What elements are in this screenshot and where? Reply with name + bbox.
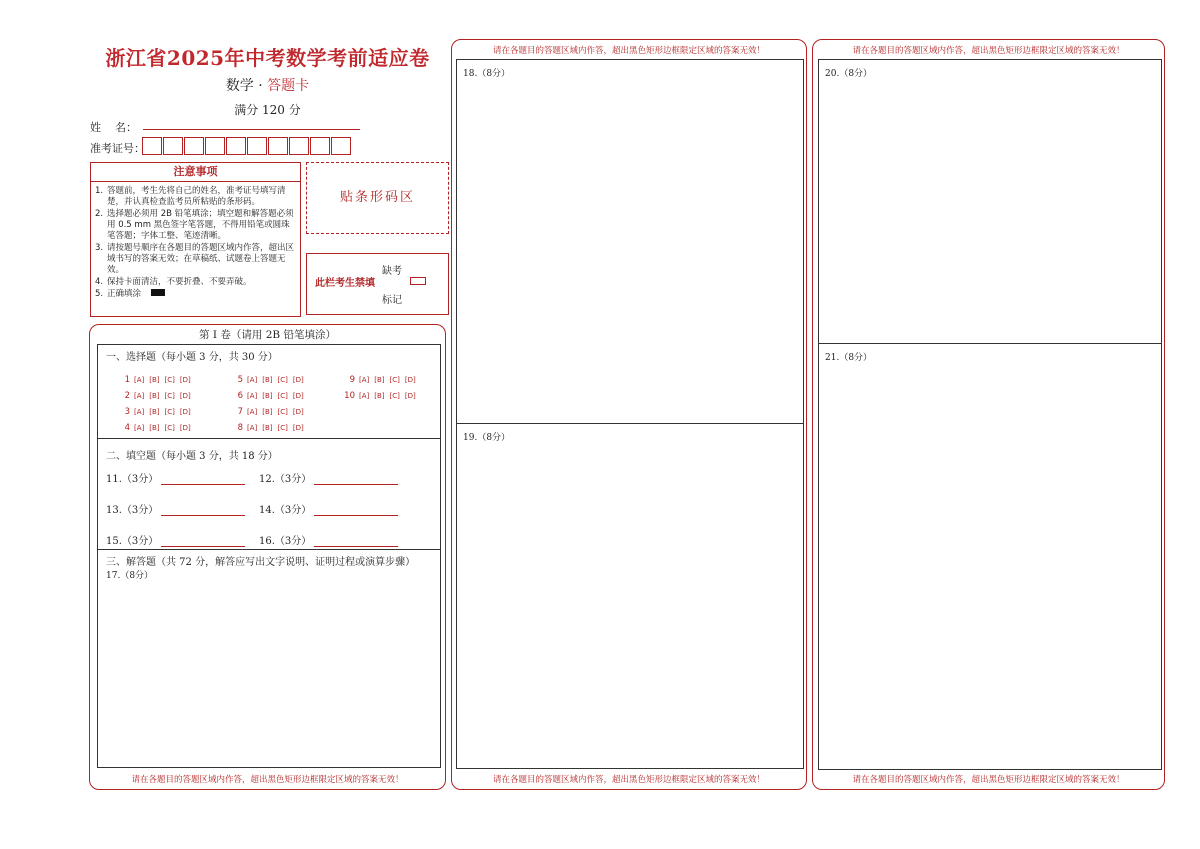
warning-text: 请在各题目的答题区域内作答，超出黑色矩形边框限定区域的答案无效！ — [492, 775, 765, 785]
answer-section[interactable] — [97, 549, 441, 768]
notice-number: 3. — [95, 243, 104, 253]
fill-section — [97, 438, 441, 550]
choice-question-2 — [118, 391, 196, 401]
notice-box — [90, 162, 301, 317]
question-21-area[interactable] — [818, 343, 1162, 770]
option-bubble[interactable]: [C] — [277, 408, 288, 416]
id-digit-box[interactable] — [163, 137, 183, 155]
fill-question-16 — [259, 532, 398, 547]
choice-number: 3 — [124, 407, 130, 417]
option-bubble[interactable]: [A] — [134, 392, 145, 400]
answer-line[interactable] — [314, 536, 398, 547]
option-bubble[interactable]: [A] — [134, 408, 145, 416]
notice-item — [95, 186, 296, 208]
notice-text: 选择题必须用 2B 铅笔填涂；填空题和解答题必须用 0.5 mm 黑色签字笔答题，不得用铅笔或圆珠笔答题；字体工整、笔迹清晰。 — [107, 209, 294, 241]
filled-example-mark — [151, 289, 165, 296]
absent-mark-bottom: 标记 — [382, 295, 402, 306]
option-bubble[interactable]: [A] — [134, 376, 145, 384]
option-bubble[interactable]: [A] — [247, 392, 258, 400]
option-bubble[interactable]: [A] — [247, 408, 258, 416]
id-digit-box[interactable] — [310, 137, 330, 155]
option-bubble[interactable]: [A] — [359, 392, 370, 400]
choice-number: 5 — [237, 375, 243, 385]
option-bubble[interactable]: [B] — [149, 392, 160, 400]
id-digit-box[interactable] — [226, 137, 246, 155]
subject-label: 数学 — [225, 78, 254, 94]
option-bubble[interactable]: [B] — [149, 376, 160, 384]
option-bubble[interactable]: [B] — [149, 424, 160, 432]
option-bubble[interactable]: [A] — [134, 424, 145, 432]
notice-item — [95, 209, 296, 242]
id-digit-box[interactable] — [289, 137, 309, 155]
card-label: 答题卡 — [267, 78, 310, 94]
option-bubble[interactable]: [A] — [359, 376, 370, 384]
answer-title: 三、解答题（共 72 分，解答应写出文字说明、证明过程或演算步骤） — [106, 557, 416, 568]
id-digit-box[interactable] — [331, 137, 351, 155]
notice-number: 2. — [95, 209, 104, 219]
choice-question-9 — [343, 375, 421, 385]
notice-text: 保持卡面清洁，不要折叠、不要弄破。 — [107, 277, 252, 287]
choice-number: 8 — [237, 423, 243, 433]
option-bubble[interactable]: [D] — [404, 392, 416, 400]
warning-text: 请在各题目的答题区域内作答，超出黑色矩形边框限定区域的答案无效！ — [852, 775, 1125, 785]
fill-question-12 — [259, 470, 398, 485]
absent-mark-box[interactable] — [410, 277, 426, 285]
absent-box — [306, 253, 449, 315]
id-digit-box[interactable] — [184, 137, 204, 155]
answer-line[interactable] — [161, 474, 245, 485]
id-number-boxes[interactable] — [142, 137, 352, 155]
notice-number: 5. — [95, 289, 104, 299]
full-score: 满分 120 分 — [234, 103, 301, 117]
fill-question-label: 13.（3分） — [106, 505, 159, 516]
choice-number: 1 — [124, 375, 130, 385]
choice-title: 一、选择题（每小题 3 分，共 30 分） — [106, 352, 278, 363]
warning-text: 请在各题目的答题区域内作答，超出黑色矩形边框限定区域的答案无效！ — [492, 46, 765, 56]
id-digit-box[interactable] — [268, 137, 288, 155]
part1-title: 第 I 卷（请用 2B 铅笔填涂） — [199, 329, 336, 341]
option-bubble[interactable]: [C] — [164, 408, 175, 416]
answer-line[interactable] — [314, 474, 398, 485]
option-bubble[interactable]: [B] — [262, 392, 273, 400]
option-bubble[interactable]: [C] — [164, 424, 175, 432]
choice-question-6 — [231, 391, 309, 401]
absent-mark-top: 缺考 — [382, 266, 402, 277]
option-bubble[interactable]: [D] — [179, 424, 191, 432]
question-21-label: 21.（8分） — [825, 353, 873, 363]
notice-number: 1. — [95, 186, 104, 196]
warning-text: 请在各题目的答题区域内作答，超出黑色矩形边框限定区域的答案无效！ — [852, 46, 1125, 56]
option-bubble[interactable]: [B] — [374, 376, 385, 384]
fill-question-label: 16.（3分） — [259, 536, 312, 547]
absent-label: 此栏考生禁填 — [315, 278, 375, 289]
choice-question-1 — [118, 375, 196, 385]
notice-item — [95, 277, 296, 288]
id-digit-box[interactable] — [205, 137, 225, 155]
right-panel — [812, 39, 1165, 790]
notice-number: 4. — [95, 277, 104, 287]
fill-question-14 — [259, 501, 398, 516]
option-bubble[interactable]: [B] — [262, 408, 273, 416]
question-18-area[interactable] — [456, 59, 804, 424]
option-bubble[interactable]: [D] — [292, 376, 304, 384]
option-bubble[interactable]: [B] — [262, 376, 273, 384]
option-bubble[interactable]: [B] — [374, 392, 385, 400]
warning-text: 请在各题目的答题区域内作答，超出黑色矩形边框限定区域的答案无效！ — [131, 775, 404, 785]
notice-item — [95, 243, 296, 276]
option-bubble[interactable]: [D] — [404, 376, 416, 384]
notice-text: 答题前，考生先将自己的姓名，准考证号填写清楚，并认真检查监考员所粘贴的条形码。 — [107, 186, 286, 207]
option-bubble[interactable]: [A] — [247, 376, 258, 384]
option-bubble[interactable]: [C] — [389, 392, 400, 400]
choice-question-5 — [231, 375, 309, 385]
option-bubble[interactable]: [C] — [164, 392, 175, 400]
answer-line[interactable] — [161, 536, 245, 547]
id-digit-box[interactable] — [247, 137, 267, 155]
fill-question-13 — [106, 501, 245, 516]
answer-line[interactable] — [314, 505, 398, 516]
fill-question-label: 14.（3分） — [259, 505, 312, 516]
fill-question-15 — [106, 532, 245, 547]
choice-question-8 — [231, 423, 309, 433]
choice-section — [97, 344, 441, 439]
barcode-area: 贴条形码区 — [306, 162, 449, 234]
fill-question-label: 11.（3分） — [106, 474, 159, 485]
option-bubble[interactable]: [D] — [179, 392, 191, 400]
option-bubble[interactable]: [D] — [292, 408, 304, 416]
id-digit-box[interactable] — [142, 137, 162, 155]
choice-number: 6 — [237, 391, 243, 401]
part1-panel — [89, 324, 446, 790]
option-bubble[interactable]: [C] — [277, 376, 288, 384]
choice-number: 2 — [124, 391, 130, 401]
fill-question-11 — [106, 470, 245, 485]
notice-text: 请按题号顺序在各题目的答题区域内作答，超出区域书写的答案无效；在草稿纸、试题卷上答题无效。 — [107, 243, 295, 275]
choice-question-4 — [118, 423, 196, 433]
question-19-area[interactable] — [456, 423, 804, 769]
option-bubble[interactable]: [D] — [179, 376, 191, 384]
option-bubble[interactable]: [A] — [247, 424, 258, 432]
option-bubble[interactable]: [C] — [164, 376, 175, 384]
fill-title: 二、填空题（每小题 3 分，共 18 分） — [106, 451, 278, 462]
name-field[interactable] — [143, 129, 360, 130]
choice-question-10 — [343, 391, 421, 401]
answer-line[interactable] — [161, 505, 245, 516]
notice-text: 正确填涂 — [107, 289, 142, 299]
option-bubble[interactable]: [D] — [292, 424, 304, 432]
subtitle — [85, 75, 450, 95]
name-label: 姓 名： — [90, 121, 137, 134]
middle-panel — [451, 39, 807, 790]
option-bubble[interactable]: [B] — [262, 424, 273, 432]
notice-title: 注意事项 — [91, 163, 300, 182]
option-bubble[interactable]: [C] — [389, 376, 400, 384]
question-20-label: 20.（8分） — [825, 69, 873, 79]
choice-question-3 — [118, 407, 196, 417]
question-19-label: 19.（8分） — [463, 433, 511, 443]
question-18-label: 18.（8分） — [463, 69, 511, 79]
option-bubble[interactable]: [D] — [179, 408, 191, 416]
choice-number: 9 — [349, 375, 355, 385]
option-bubble[interactable]: [C] — [277, 392, 288, 400]
choice-number: 4 — [124, 423, 130, 433]
option-bubble[interactable]: [C] — [277, 424, 288, 432]
notice-item — [95, 289, 296, 300]
notice-list — [91, 182, 300, 300]
option-bubble[interactable]: [D] — [292, 392, 304, 400]
question-17-label: 17.（8分） — [106, 571, 154, 581]
question-20-area[interactable] — [818, 59, 1162, 344]
fill-question-label: 12.（3分） — [259, 474, 312, 485]
choice-number: 10 — [344, 391, 355, 401]
choice-number: 7 — [237, 407, 243, 417]
choice-question-7 — [231, 407, 309, 417]
page-title: 浙江省2025年中考数学考前适应卷 — [105, 46, 430, 70]
fill-question-label: 15.（3分） — [106, 536, 159, 547]
dot-separator: · — [258, 78, 263, 94]
id-label: 准考证号： — [90, 142, 145, 155]
option-bubble[interactable]: [B] — [149, 408, 160, 416]
